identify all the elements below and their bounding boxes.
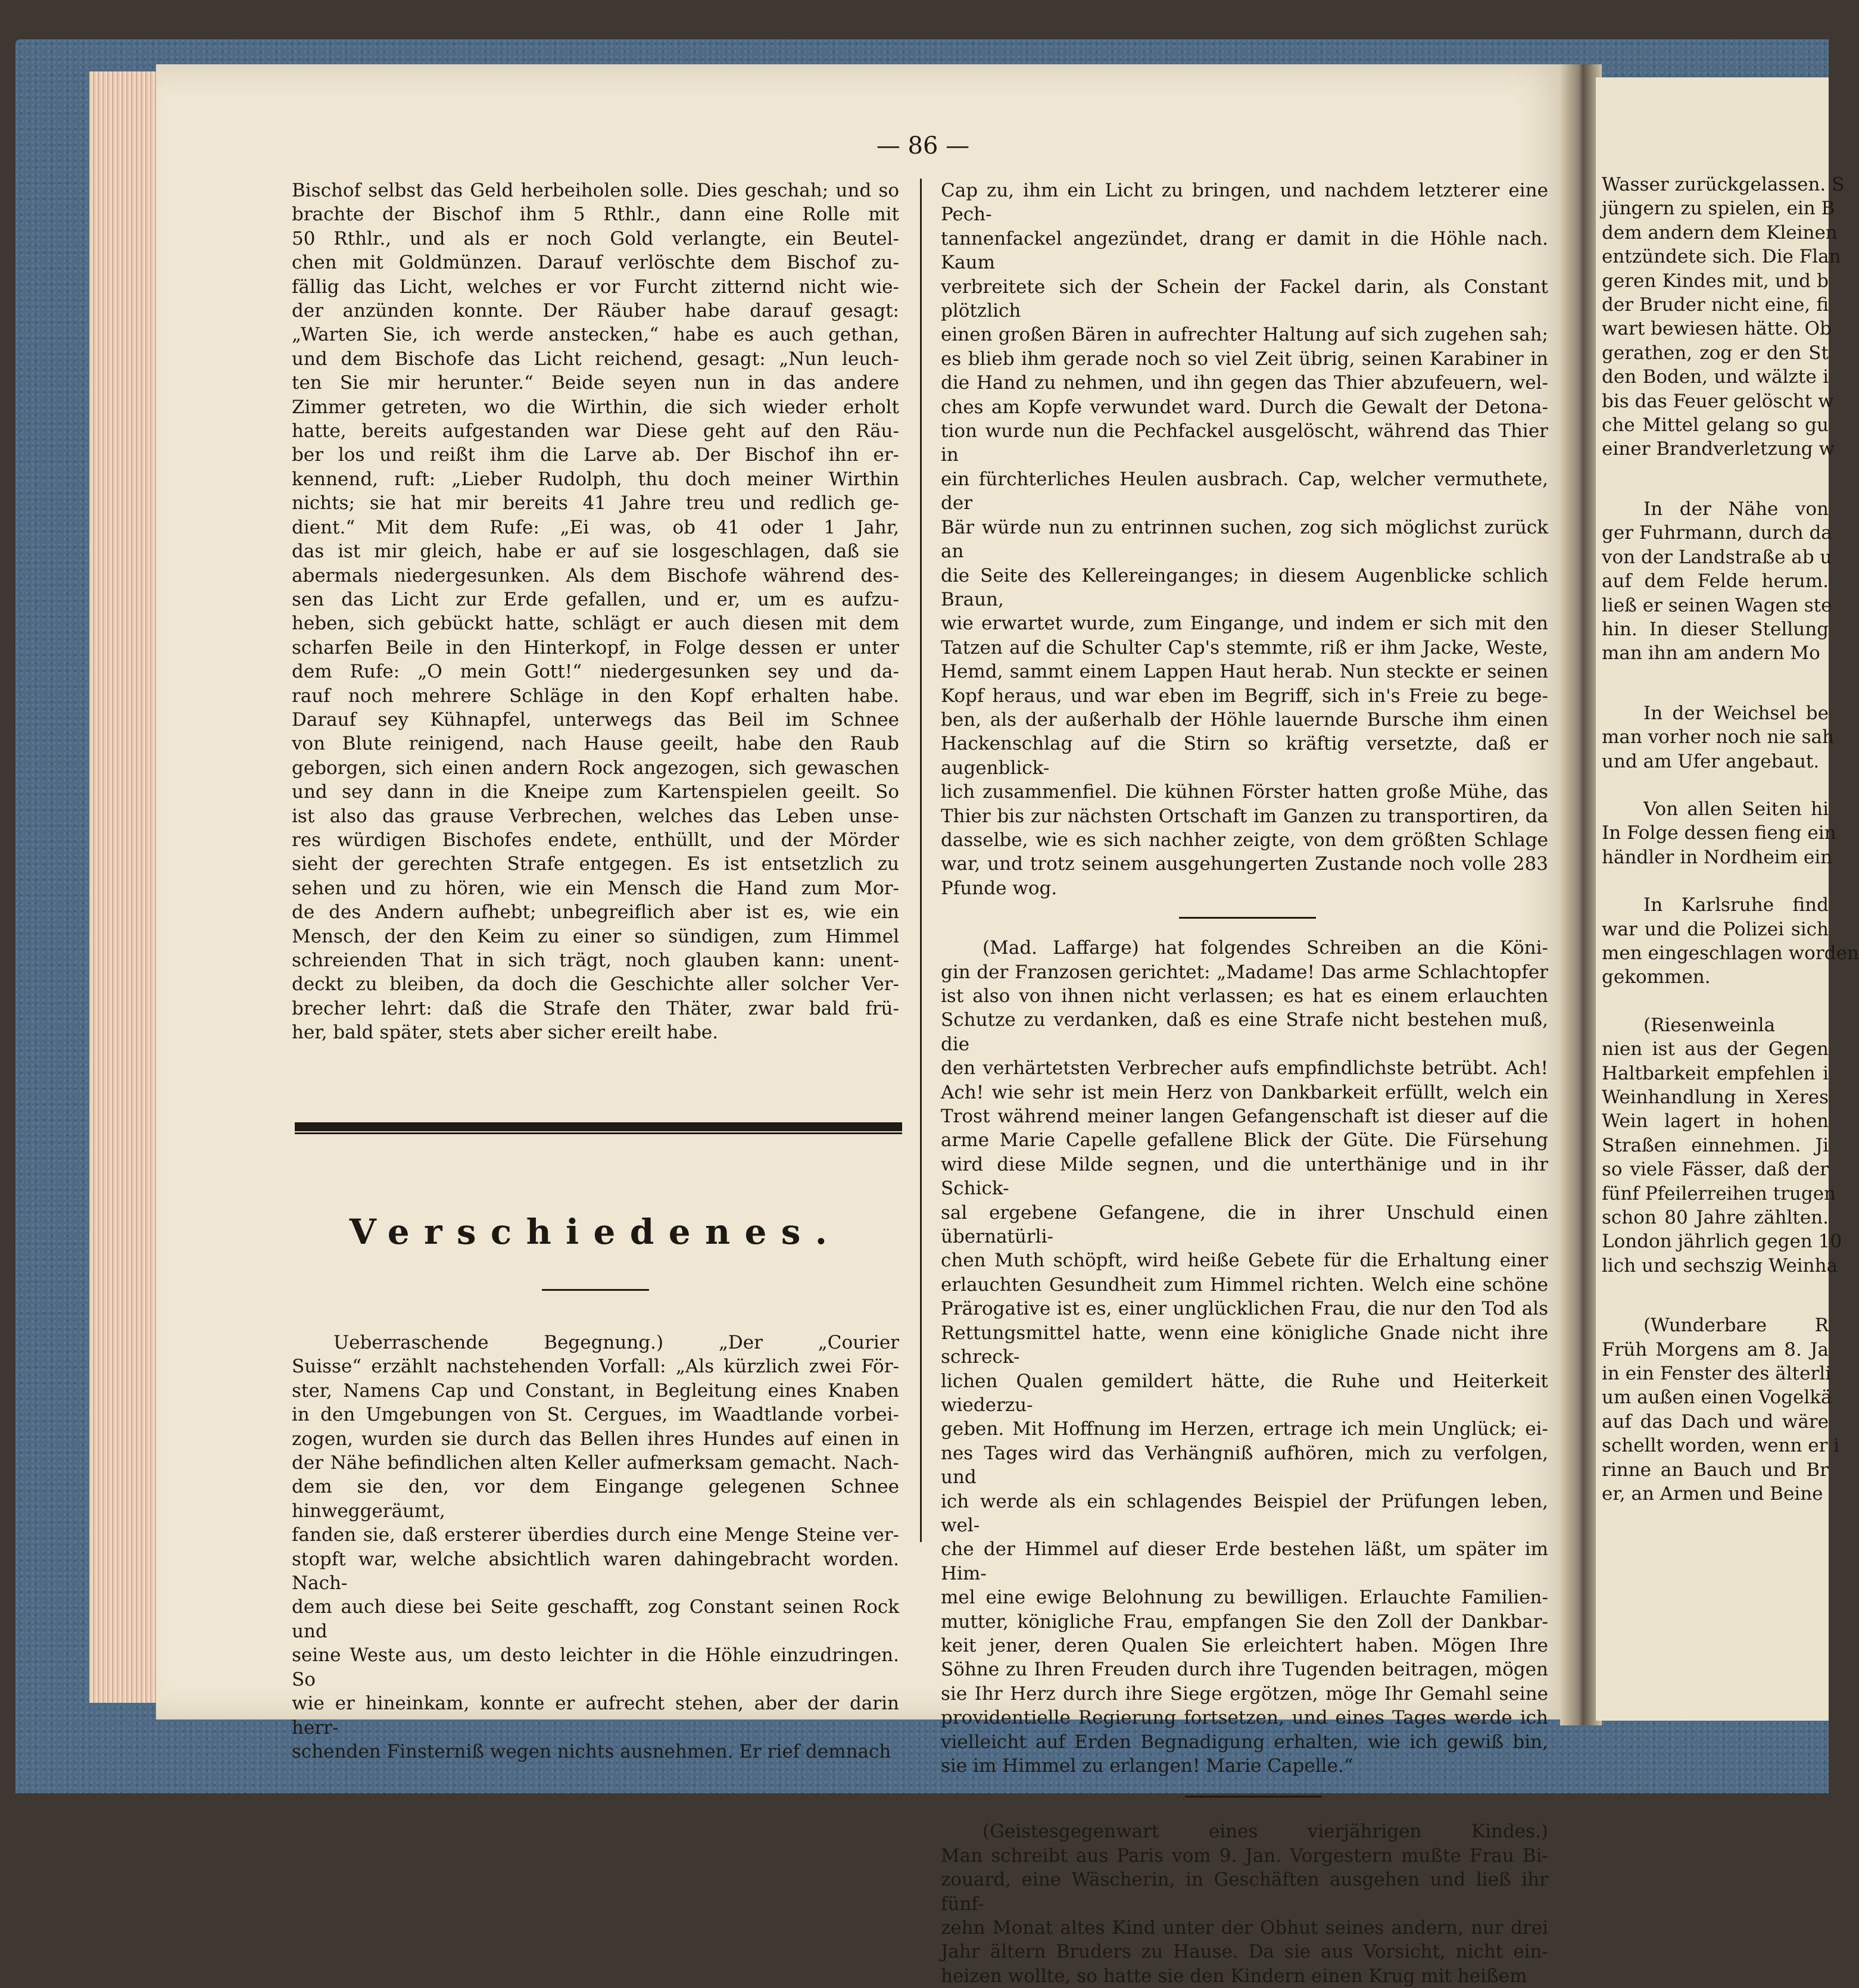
text-line: dem auch diese bei Seite geschafft, zog Constant seinen Rock und: [292, 1596, 899, 1642]
text-line: fünf Pfeilerreihen trugen: [1602, 1182, 1836, 1204]
text-line: ger Fuhrmann, durch da: [1602, 522, 1832, 544]
text-line: arme Marie Capelle gefallene Blick der Güte. Die Fürsehung: [941, 1129, 1548, 1151]
text-line: mel eine ewige Belohnung zu bewilligen. Erlauchte Familien-: [941, 1587, 1548, 1609]
text-line: (Geistesgegenwart eines vierjährigen Kindes.): [982, 1821, 1548, 1843]
text-line: chen Muth schöpft, wird heiße Gebete für die Erhaltung einer: [941, 1250, 1548, 1272]
text-line: dem andern dem Kleinen: [1602, 221, 1838, 244]
text-line: vielleicht auf Erden Begnadigung erhalten, wie ich gewiß bin,: [941, 1731, 1548, 1753]
text-line: kennend, ruft: „Lieber Rudolph, thu doch meiner Wirthin: [292, 468, 899, 490]
text-line: che der Himmel auf dieser Erde bestehen läßt, um später im Him-: [941, 1538, 1548, 1584]
text-line: dem Rufe: „O mein Gott!“ niedergesunken sey und da-: [292, 661, 899, 683]
page-number: — 86 —: [876, 132, 970, 160]
text-line: lichen Qualen gemildert hätte, die Ruhe und Heiterkeit wiederzu-: [941, 1370, 1548, 1416]
text-line: providentielle Regierung fortsetzen, und eines Tages werde ich: [941, 1707, 1548, 1729]
article-divider: [941, 900, 1548, 936]
text-line: einer Brandverletzung w: [1602, 438, 1835, 460]
text-line: gin der Franzosen gerichtet: „Madame! Das arme Schlachtopfer: [941, 961, 1548, 983]
text-line: der Bruder nicht eine, fi: [1602, 294, 1829, 316]
text-line: der anzünden konnte. Der Räuber habe darauf gesagt:: [292, 300, 899, 322]
text-line: Hemd, sammt einem Lappen Haut herab. Nun steckte er seinen: [941, 661, 1548, 683]
text-line: (Wunderbare R: [1643, 1315, 1829, 1337]
text-line: ten Sie mir herunter.“ Beide seyen nun in das andere: [292, 372, 899, 394]
text-line: In der Nähe von: [1643, 498, 1829, 520]
text-line: In Karlsruhe find: [1643, 894, 1829, 916]
text-line: chen mit Goldmünzen. Darauf verlöschte dem Bischof zu-: [292, 252, 899, 274]
text-line: Pfunde wog.: [941, 877, 1058, 899]
text-line: den Boden, und wälzte i: [1602, 366, 1829, 388]
text-line: bis das Feuer gelöscht w: [1602, 390, 1834, 412]
text-line: heben, sich gebückt hatte, schlägt er auch diesen mit dem: [292, 613, 899, 635]
text-line: ben, als der außerhalb der Höhle lauernde Bursche ihm einen: [941, 709, 1548, 731]
text-line: Söhne zu Ihren Freuden durch ihre Tugenden beitragen, mögen: [941, 1659, 1548, 1681]
text-line: 50 Rthlr., und als er noch Gold verlangte, ein Beutel-: [292, 227, 899, 249]
text-line: res würdigen Bischofes endete, enthüllt, und der Mörder: [292, 829, 899, 851]
text-line: Früh Morgens am 8. Ja: [1602, 1338, 1829, 1360]
column-separator: [920, 179, 922, 1542]
text-line: ich werde als ein schlagendes Beispiel der Prüfungen leben, wel-: [941, 1490, 1548, 1536]
text-line: zehn Monat altes Kind unter der Obhut seines andern, nur drei: [941, 1917, 1548, 1939]
text-line: in den Umgebungen von St. Cergues, im Waadtlande vorbei-: [292, 1404, 899, 1426]
text-line: dient.“ Mit dem Rufe: „Ei was, ob 41 oder 1 Jahr,: [292, 516, 899, 538]
text-line: Cap zu, ihm ein Licht zu bringen, und nachdem letzterer eine Pech-: [941, 180, 1548, 226]
text-line: geben. Mit Hoffnung im Herzen, ertrage ich mein Unglück; ei-: [941, 1418, 1548, 1440]
text-line: dem sie den, vor dem Eingange gelegenen Schnee hinweggeräumt,: [292, 1476, 899, 1522]
text-line: händler in Nordheim ein: [1602, 846, 1833, 868]
title-underline: [542, 1289, 649, 1291]
text-line: tannenfackel angezündet, drang er damit in die Höhle nach. Kaum: [941, 227, 1548, 274]
text-line: mutter, königliche Frau, empfangen Sie den Zoll der Dankbar-: [941, 1611, 1548, 1633]
text-line: Suisse“ erzählt nachstehenden Vorfall: „Als kürzlich zwei För-: [292, 1356, 899, 1378]
text-line: den verhärtetsten Verbrecher aufs empfindlichste betrübt. Ach!: [941, 1057, 1548, 1079]
text-line: sen das Licht zur Erde gefallen, und er, um es aufzu-: [292, 588, 899, 610]
text-line: Ach! wie sehr ist mein Herz von Dankbarkeit erfüllt, welch ein: [941, 1081, 1548, 1103]
text-line: scharfen Beile in den Hinterkopf, in Folge dessen er unter: [292, 636, 899, 658]
text-line: wie erwartet wurde, zum Eingange, und indem er sich mit den: [941, 613, 1548, 635]
text-line: Man schreibt aus Paris vom 9. Jan. Vorgestern mußte Frau Bi-: [941, 1845, 1548, 1867]
text-line: ist also von ihnen nicht verlassen; es hat es einem erlauchten: [941, 985, 1548, 1007]
middle-column-text: [941, 179, 1548, 1988]
text-line: In der Weichsel be: [1643, 702, 1829, 724]
text-line: der Nähe befindlichen alten Keller aufmerksam gemacht. Nach-: [292, 1452, 899, 1474]
text-line: tion wurde nun die Pechfackel ausgelöscht, während das Thier in: [941, 420, 1548, 466]
text-line: Kopf heraus, und war eben im Begriff, sich in's Freie zu bege-: [941, 685, 1548, 707]
text-line: ber los und reißt ihm die Larve ab. Der Bischof ihn er-: [292, 444, 899, 466]
text-line: Hackenschlag auf die Stirn so kräftig versetzte, daß er augenblick-: [941, 733, 1548, 779]
text-line: das ist mir gleich, habe er auf sie losgeschlagen, daß sie: [292, 541, 899, 563]
text-line: gekommen.: [1602, 966, 1711, 988]
text-line: Rettungsmittel hatte, wenn eine königliche Gnade nicht ihre schreck-: [941, 1322, 1548, 1368]
text-line: Ueberraschende Begegnung.) „Der „Courier: [333, 1332, 899, 1353]
text-line: schon 80 Jahre zählten.: [1602, 1207, 1829, 1229]
text-line: nien ist aus der Gegen: [1602, 1038, 1829, 1060]
article-divider-2: [941, 1778, 1548, 1820]
text-line: in ein Fenster des älterli: [1602, 1363, 1832, 1385]
text-line: hatte, bereits aufgestanden war Diese geht auf den Räu-: [292, 420, 899, 442]
text-line: In Folge dessen fieng ein: [1602, 822, 1836, 844]
text-line: die Hand zu nehmen, und ihn gegen das Thier abzufeuern, wel-: [941, 372, 1548, 394]
text-line: Darauf sey Kühnapfel, unterwegs das Beil im Schnee: [292, 709, 899, 731]
text-line: heizen wollte, so hatte sie den Kindern einen Krug mit heißem: [941, 1965, 1527, 1987]
text-line: sie Ihr Herz durch ihre Siege ergötzen, möge Ihr Gemahl seine: [941, 1683, 1548, 1705]
text-line: Haltbarkeit empfehlen i: [1602, 1062, 1829, 1084]
text-line: rinne an Bauch und Br: [1602, 1459, 1829, 1481]
text-line: Wein lagert in hohen: [1602, 1110, 1829, 1132]
text-line: Prärogative ist es, einer unglücklichen Frau, die nur den Tod als: [941, 1298, 1548, 1320]
text-line: war, und trotz seinem ausgehungerten Zustande noch volle 283: [941, 853, 1548, 875]
text-line: nes Tages wird das Verhängniß aufhören, mich zu verfolgen, und: [941, 1442, 1548, 1488]
section-rule: [295, 1122, 902, 1131]
text-line: von der Landstraße ab u: [1602, 546, 1832, 568]
text-line: und sey dann in die Kneipe zum Kartenspielen geeilt. So: [292, 781, 899, 803]
text-line: geborgen, sich einen andern Rock angezogen, sich gewaschen: [292, 757, 899, 779]
text-line: fanden sie, daß ersterer überdies durch eine Menge Steine ver-: [292, 1524, 899, 1546]
text-line: Thier bis zur nächsten Ortschaft im Ganzen zu transportiren, da: [941, 805, 1548, 827]
text-line: ches am Kopfe verwundet ward. Durch die Gewalt der Detona-: [941, 396, 1548, 418]
text-line: abermals niedergesunken. Als dem Bischofe während des-: [292, 564, 899, 586]
text-line: Bär würde nun zu entrinnen suchen, zog sich möglichst zurück an: [941, 516, 1548, 563]
text-line: schellt worden, wenn er i: [1602, 1435, 1840, 1457]
text-line: sal ergebene Gefangene, die in ihrer Unschuld einen übernatürli-: [941, 1201, 1548, 1248]
text-line: Weinhandlung in Xeres: [1602, 1087, 1829, 1108]
text-line: Zimmer getreten, wo die Wirthin, die sich wieder erholt: [292, 396, 899, 418]
text-line: ist also das grause Verbrechen, welches das Leben unse-: [292, 805, 899, 827]
text-line: Von allen Seiten hi: [1643, 798, 1829, 820]
text-line: es blieb ihm gerade noch so viel Zeit übrig, seinen Karabiner in: [941, 348, 1548, 370]
text-line: wart bewiesen hätte. Ob: [1602, 318, 1832, 340]
text-line: Trost während meiner langen Gefangenschaft ist dieser auf die: [941, 1106, 1548, 1128]
text-line: sie im Himmel zu erlangen! Marie Capelle.“: [941, 1755, 1353, 1777]
text-line: einen großen Bären in aufrechter Haltung auf sich zugehen sah;: [941, 324, 1548, 346]
text-line: wird diese Milde segnen, und die unterthänige und in ihr Schick-: [941, 1153, 1548, 1200]
text-line: rauf noch mehrere Schläge in den Kopf erhalten habe.: [292, 685, 899, 707]
text-line: men eingeschlagen worden: [1602, 942, 1859, 964]
text-line: keit jener, deren Qualen Sie erleichtert haben. Mögen Ihre: [941, 1634, 1548, 1656]
text-line: war und die Polizei sich: [1602, 918, 1829, 940]
laffarge-letter: [941, 936, 1548, 1778]
text-line: Wasser zurückgelassen. S: [1602, 174, 1845, 195]
text-line: gerathen, zog er den St: [1602, 342, 1829, 364]
text-line: fällig das Licht, welches er vor Furcht zitternd nicht wie-: [292, 276, 899, 298]
text-line: de des Andern aufhebt; unbegreiflich aber ist es, wie ein: [292, 901, 899, 923]
text-line: um außen einen Vogelkä: [1602, 1387, 1832, 1409]
text-line: schreienden That in sich trägt, noch glauben kann: unent-: [292, 950, 899, 971]
text-line: lich und sechszig Weinha: [1602, 1254, 1838, 1277]
child-article: [941, 1820, 1548, 1988]
text-line: dasselbe, wie es sich nachher zeigte, von dem größten Schlage: [941, 829, 1548, 851]
text-line: und am Ufer angebaut.: [1602, 750, 1820, 772]
text-line: lich zusammenfiel. Die kühnen Förster hatten große Mühe, das: [941, 781, 1548, 803]
text-line: so viele Fässer, daß der: [1602, 1159, 1829, 1181]
text-line: auf das Dach und wäre: [1602, 1410, 1829, 1433]
text-line: und dem Bischofe das Licht reichend, gesagt: „Nun leuch-: [292, 348, 899, 370]
text-line: Bischof selbst das Geld herbeiholen solle. Dies geschah; und so: [292, 180, 899, 201]
text-line: ließ er seinen Wagen ste: [1602, 594, 1832, 616]
text-line: ein fürchterliches Heulen ausbrach. Cap, welcher vermuthete, der: [941, 468, 1548, 514]
text-line: schenden Finsterniß wegen nichts ausnehmen. Er rief demnach: [292, 1740, 891, 1762]
text-line: jüngern zu spielen, ein B: [1602, 198, 1835, 220]
text-line: deckt zu bleiben, da doch die Geschichte aller solcher Ver-: [292, 973, 899, 995]
text-line: erlauchten Gesundheit zum Himmel richten. Welch eine schöne: [941, 1274, 1548, 1296]
text-line: (Mad. Laffarge) hat folgendes Schreiben an die Köni-: [982, 937, 1548, 959]
text-line: auf dem Felde herum.: [1602, 570, 1829, 592]
text-line: geren Kindes mit, und b: [1602, 270, 1829, 292]
text-line: her, bald später, stets aber sicher ereilt habe.: [292, 1022, 719, 1044]
text-line: Straßen einnehmen. Ji: [1602, 1134, 1829, 1156]
text-line: wie er hineinkam, konnte er aufrecht stehen, aber der darin herr-: [292, 1693, 899, 1739]
text-line: Tatzen auf die Schulter Cap's stemmte, riß er ihm Jacke, Weste,: [941, 636, 1548, 658]
section-title: Verschiedenes.: [349, 1212, 842, 1252]
text-line: von Blute reinigend, nach Hause geeilt, habe den Raub: [292, 733, 899, 755]
page-edges: [89, 71, 167, 1703]
text-line: die Seite des Kellereinganges; in diesem Augenblicke schlich Braun,: [941, 564, 1548, 610]
text-line: ster, Namens Cap und Constant, in Begleitung eines Knaben: [292, 1380, 899, 1402]
text-line: man ihn am andern Mo: [1602, 642, 1820, 664]
bear-article: [941, 179, 1548, 900]
text-line: Mensch, der den Keim zu einer so sündigen, zum Himmel: [292, 925, 899, 947]
text-line: nichts; sie hat mir bereits 41 Jahre treu und redlich ge-: [292, 492, 899, 514]
text-line: verbreitete sich der Schein der Fackel darin, als Constant plötzlich: [941, 276, 1548, 322]
text-line: zogen, wurden sie durch das Bellen ihres Hundes auf einen in: [292, 1428, 899, 1450]
text-line: sehen und zu hören, wie ein Mensch die Hand zum Mor-: [292, 877, 899, 899]
text-line: entzündete sich. Die Flan: [1602, 246, 1841, 268]
text-line: Schutze zu verdanken, daß es eine Strafe nicht bestehen muß, die: [941, 1009, 1548, 1055]
text-line: hin. In dieser Stellung: [1602, 618, 1829, 640]
text-line: brecher lehrt: daß die Strafe den Thäter, zwar bald frü-: [292, 997, 899, 1019]
text-line: er, an Armen und Beine: [1602, 1483, 1823, 1505]
left-column-article: [292, 1331, 899, 1764]
left-column-text: [292, 179, 899, 1045]
text-line: London jährlich gegen 10: [1602, 1231, 1842, 1253]
text-line: zouard, eine Wäscherin, in Geschäften ausgehen und ließ ihr fünf-: [941, 1869, 1548, 1915]
right-column-text: [1602, 173, 1859, 1506]
text-line: „Warten Sie, ich werde anstecken,“ habe es auch gethan,: [292, 324, 899, 346]
text-line: sieht der gerechten Strafe entgegen. Es ist entsetzlich zu: [292, 853, 899, 875]
text-line: stopft war, welche absichtlich waren dahingebracht worden. Nach-: [292, 1548, 899, 1594]
text-line: (Riesenweinla: [1643, 1014, 1776, 1036]
text-line: man vorher noch nie sah: [1602, 726, 1834, 748]
text-line: Jahr ältern Bruders zu Hause. Da sie aus Vorsicht, nicht ein-: [941, 1941, 1548, 1963]
text-line: brachte der Bischof ihm 5 Rthlr., dann eine Rolle mit: [292, 204, 899, 226]
text-line: seine Weste aus, um desto leichter in die Höhle einzudringen. So: [292, 1644, 899, 1690]
text-line: che Mittel gelang so gu: [1602, 414, 1829, 436]
